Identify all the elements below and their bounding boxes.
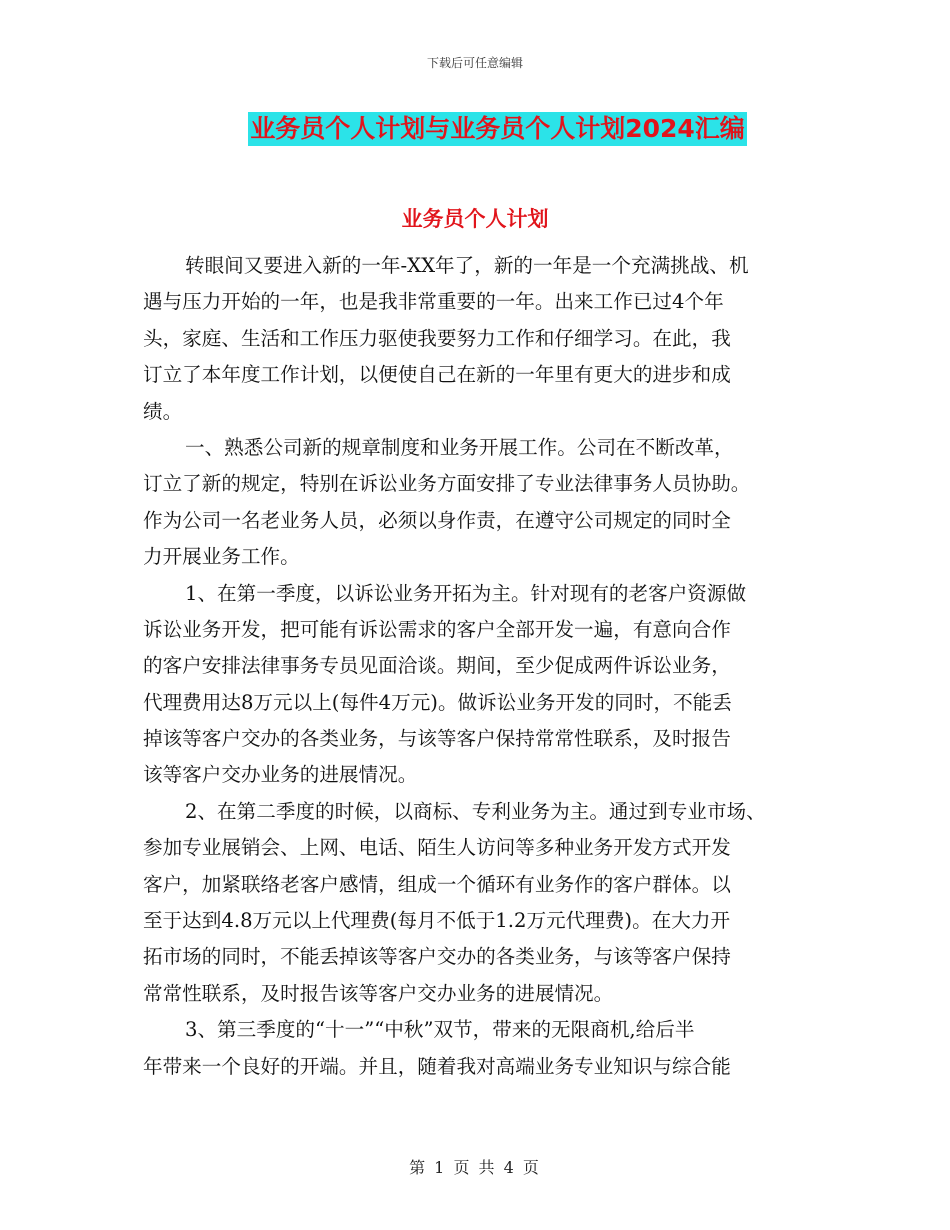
page-footer: 第 1 页 共 4 页 xyxy=(409,1158,541,1177)
header-note: 下载后可任意编辑 xyxy=(426,56,523,70)
paragraph-5-line-1: 3、第三季度的“十一”“中秋”双节，带来的无限商机,给后半 xyxy=(185,1018,695,1042)
paragraph-4-line-3: 客户，加紧联络老客户感情，组成一个循环有业务作的客户群体。以 xyxy=(143,872,731,896)
paragraph-3-line-6: 该等客户交办业务的进展情况。 xyxy=(143,763,418,787)
paragraph-2-line-1: 一、熟悉公司新的规章制度和业务开展工作。公司在不断改革， xyxy=(185,435,734,459)
document-body xyxy=(143,248,825,1085)
section-title: 业务员个人计划 xyxy=(401,207,549,231)
paragraph-1-line-5: 绩。 xyxy=(143,399,183,423)
paragraph-2-line-3: 作为公司一名老业务人员，必须以身作责，在遵守公司规定的同时全 xyxy=(143,508,731,532)
paragraph-1-line-1: 转眼间又要进入新的一年-XX年了，新的一年是一个充满挑战、机 xyxy=(185,254,749,277)
paragraph-4-line-6: 常常性联系，及时报告该等客户交办业务的进展情况。 xyxy=(143,981,614,1005)
paragraph-3-line-3: 的客户安排法律事务专员见面洽谈。期间，至少促成两件诉讼业务， xyxy=(143,654,731,678)
paragraph-3-line-2: 诉讼业务开发，把可能有诉讼需求的客户全部开发一遍，有意向合作 xyxy=(143,617,731,641)
paragraph-4-line-4: 至于达到4.8万元以上代理费(每月不低于1.2万元代理费)。在大力开 xyxy=(143,909,731,933)
paragraph-1-line-4: 订立了本年度工作计划，以便使自己在新的一年里有更大的进步和成 xyxy=(143,363,731,387)
paragraph-3-line-4: 代理费用达8万元以上(每件4万元)。做诉讼业务开发的同时，不能丢 xyxy=(143,690,732,714)
paragraph-1-line-3: 头，家庭、生活和工作压力驱使我要努力工作和仔细学习。在此，我 xyxy=(143,326,731,350)
paragraph-3-line-1: 1、在第一季度，以诉讼业务开拓为主。针对现有的老客户资源做 xyxy=(185,581,747,605)
paragraph-4-line-1: 2、在第二季度的时候，以商标、专利业务为主。通过到专业市场、 xyxy=(185,799,766,823)
paragraph-4-line-2: 参加专业展销会、上网、电话、陌生人访问等多种业务开发方式开发 xyxy=(143,836,731,860)
paragraph-1-line-2: 遇与压力开始的一年，也是我非常重要的一年。出来工作已过4个年 xyxy=(143,290,724,314)
paragraph-2-line-2: 订立了新的规定，特别在诉讼业务方面安排了专业法律事务人员协助。 xyxy=(143,472,751,496)
paragraph-3-line-5: 掉该等客户交办的各类业务，与该等客户保持常常性联系，及时报告 xyxy=(143,727,731,751)
main-title-wrap xyxy=(0,112,950,146)
main-title: 业务员个人计划与业务员个人计划2024汇编 xyxy=(248,112,747,146)
paragraph-5-line-2: 年带来一个良好的开端。并且，随着我对高端业务专业知识与综合能 xyxy=(143,1054,731,1078)
paragraph-2-line-4: 力开展业务工作。 xyxy=(143,545,300,569)
paragraph-4-line-5: 拓市场的同时，不能丢掉该等客户交办的各类业务，与该等客户保持 xyxy=(143,945,731,969)
